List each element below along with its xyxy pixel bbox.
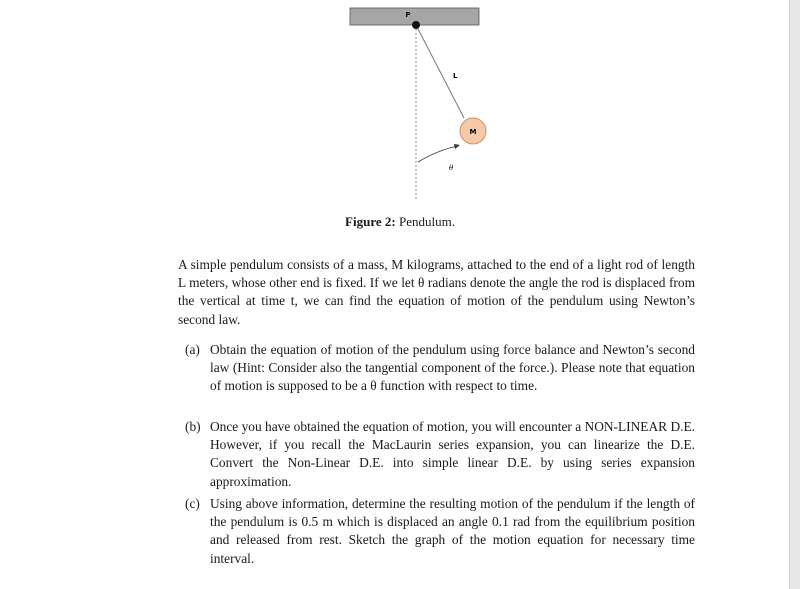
angle-arc-arrow <box>418 146 458 162</box>
question-label: (a) <box>185 342 200 357</box>
rod-length-label: L <box>453 72 458 80</box>
pendulum-figure <box>330 0 510 205</box>
caption-text: Pendulum. <box>398 214 455 229</box>
question-label: (c) <box>185 496 200 511</box>
angle-label: θ <box>449 164 454 172</box>
question-text: Once you have obtained the equation of motion, you will encounter a NON-LINEAR D.E. However, if you recall the MacLaurin series expansion, you can linearize the D.E. Convert the Non-Linear D.E. into simple linear D.E. by using series expansion approximation. <box>210 419 695 489</box>
pivot-point <box>412 21 420 29</box>
viewer-scrollbar-edge[interactable] <box>789 0 800 589</box>
intro-paragraph: A simple pendulum consists of a mass, M kilograms, attached to the end of a light rod of length L meters, whose other end is fixed. If we let θ radians denote the angle the rod is displaced from the vertical at time t, we can find the equation of motion of the pendulum using Newton’s second law. <box>178 257 695 327</box>
caption-label: Figure 2: <box>345 214 396 229</box>
mass-label: M <box>469 128 477 136</box>
figure-caption <box>0 214 800 230</box>
question-label: (b) <box>185 419 201 434</box>
question-text: Obtain the equation of motion of the pendulum using force balance and Newton’s second law (Hint: Consider also the tangential component of the force.). Please note that equation of motion is supposed to be a θ function with respect to time. <box>210 342 695 394</box>
question-text: Using above information, determine the resulting motion of the pendulum if the length of the pendulum is 0.5 m which is displaced an angle 0.1 rad from the equilibrium position and released from rest. Sketch the graph of the motion equation for necessary time interval. <box>210 496 695 566</box>
pivot-label: P <box>405 11 411 19</box>
angle-arrowhead <box>454 144 460 149</box>
